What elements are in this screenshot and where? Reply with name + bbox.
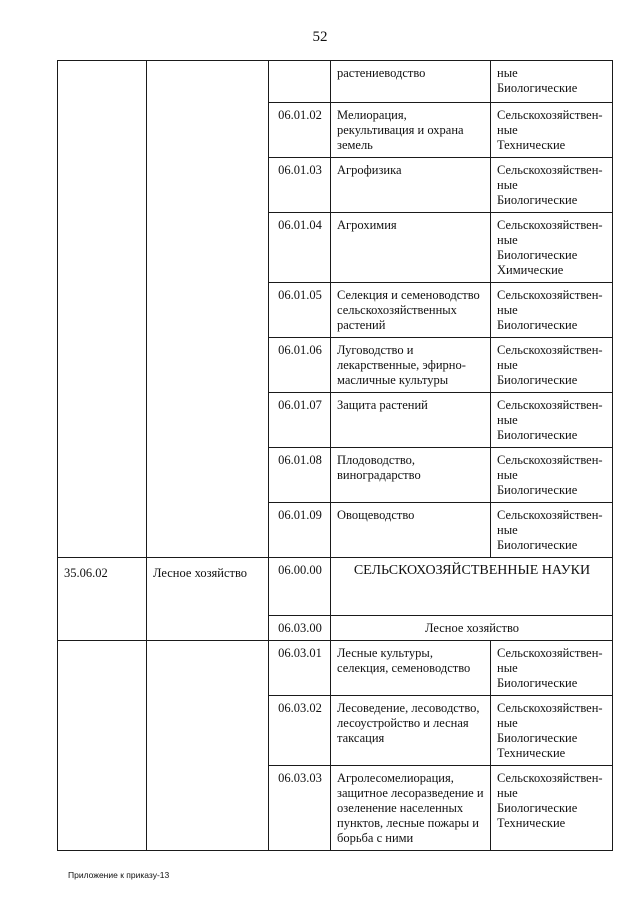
group-title: СЕЛЬСКОХОЗЯЙСТВЕННЫЕ НАУКИ: [353, 563, 591, 578]
code-cell: [269, 283, 331, 338]
section-row-group: [58, 558, 613, 616]
discipline-code: 06.01.04: [278, 218, 322, 232]
science-field-line: Сельскохозяйствен-: [497, 343, 603, 357]
code-cell: [269, 641, 331, 696]
page-number: 52: [312, 29, 328, 45]
group-code-cell: [269, 558, 331, 616]
code-cell: [269, 158, 331, 213]
science-field-line: ные: [497, 303, 518, 317]
discipline-code: 06.01.03: [278, 163, 322, 177]
code-cell: [269, 393, 331, 448]
discipline-name-line: Агрофизика: [337, 163, 402, 177]
discipline-code: 06.03.03: [278, 771, 322, 785]
science-field-line: Сельскохозяйствен-: [497, 288, 603, 302]
fields-cell: [491, 338, 613, 393]
discipline-name-line: виноградарство: [337, 468, 421, 482]
science-field-line: Сельскохозяйствен-: [497, 398, 603, 412]
discipline-code: 06.01.09: [278, 508, 322, 522]
science-field-line: Технические: [497, 746, 566, 760]
name-cell: [331, 158, 491, 213]
name-cell: [331, 448, 491, 503]
science-field-line: ные: [497, 358, 518, 372]
science-field-line: Биологические: [497, 318, 578, 332]
name-cell: [331, 338, 491, 393]
science-field-line: Биологические: [497, 193, 578, 207]
code-cell: [269, 338, 331, 393]
science-field-line: Биологические: [497, 81, 578, 95]
name-cell: [331, 766, 491, 851]
discipline-name-line: сельскохозяйственных: [337, 303, 457, 317]
discipline-name-line: Лесные культуры,: [337, 646, 433, 660]
table-row: [58, 61, 613, 103]
science-field-line: Сельскохозяйствен-: [497, 108, 603, 122]
fields-cell: [491, 696, 613, 766]
code-cell: [269, 61, 331, 103]
discipline-name-line: рекультивация и охрана: [337, 123, 464, 137]
science-field-line: Сельскохозяйствен-: [497, 163, 603, 177]
discipline-name-line: Мелиорация,: [337, 108, 407, 122]
discipline-name-line: защитное лесоразведение и: [337, 786, 484, 800]
discipline-name-line: растениеводство: [337, 66, 426, 80]
fields-cell: [491, 158, 613, 213]
discipline-code: 06.01.06: [278, 343, 322, 357]
group-code: 06.00.00: [278, 563, 322, 577]
science-field-line: ные: [497, 716, 518, 730]
footer-note: Приложение к приказу-13: [68, 870, 170, 880]
science-field-line: Биологические: [497, 676, 578, 690]
discipline-name-line: Овощеводство: [337, 508, 415, 522]
science-field-line: Химические: [497, 263, 564, 277]
science-field-line: Сельскохозяйствен-: [497, 218, 603, 232]
subgroup-title: Лесное хозяйство: [424, 621, 520, 635]
science-field-line: ные: [497, 233, 518, 247]
discipline-code: 06.03.02: [278, 701, 322, 715]
discipline-name-line: Защита растений: [337, 398, 428, 412]
subgroup-title-cell: [331, 616, 613, 641]
science-field-line: Сельскохозяйствен-: [497, 701, 603, 715]
discipline-name-line: озеленение населенных: [337, 801, 464, 815]
science-field-line: Сельскохозяйствен-: [497, 646, 603, 660]
name-cell: [331, 283, 491, 338]
science-field-line: Технические: [497, 138, 566, 152]
fields-cell: [491, 766, 613, 851]
name-cell: [331, 393, 491, 448]
science-field-line: Сельскохозяйствен-: [497, 508, 603, 522]
science-field-line: Биологические: [497, 373, 578, 387]
science-field-line: Сельскохозяйствен-: [497, 453, 603, 467]
discipline-name-line: селекция, семеноводство: [337, 661, 471, 675]
fields-cell: [491, 103, 613, 158]
spec-code-cell-empty: [58, 61, 147, 558]
science-field-line: Биологические: [497, 801, 578, 815]
name-cell: [331, 103, 491, 158]
science-field-line: ные: [497, 523, 518, 537]
science-field-line: Биологические: [497, 428, 578, 442]
fields-cell: [491, 641, 613, 696]
science-field-line: Биологические: [497, 483, 578, 497]
code-cell: [269, 103, 331, 158]
science-field-line: ные: [497, 123, 518, 137]
code-cell: [269, 696, 331, 766]
spec-code: 35.06.02: [64, 566, 108, 580]
spec-name-cell: [147, 558, 269, 641]
spec-code-cell: [58, 558, 147, 641]
subgroup-code: 06.03.00: [278, 621, 322, 635]
code-cell: [269, 766, 331, 851]
science-field-line: ные: [497, 661, 518, 675]
code-cell: [269, 213, 331, 283]
discipline-name-line: лекарственные, эфирно-: [337, 358, 466, 372]
name-cell: [331, 61, 491, 103]
science-field-line: ные: [497, 413, 518, 427]
discipline-name-line: земель: [337, 138, 373, 152]
discipline-name-line: борьба с ними: [337, 831, 414, 845]
discipline-name-line: пунктов, лесные пожары и: [337, 816, 479, 830]
fields-cell: [491, 503, 613, 558]
science-field-line: ные: [497, 468, 518, 482]
fields-cell: [491, 448, 613, 503]
discipline-code: 06.01.05: [278, 288, 322, 302]
name-cell: [331, 213, 491, 283]
science-field-line: Сельскохозяйствен-: [497, 771, 603, 785]
specialties-table: [57, 60, 613, 851]
discipline-name-line: Селекция и семеноводство: [337, 288, 480, 302]
discipline-name-line: Агрохимия: [337, 218, 397, 232]
left-name-cell-empty: [147, 641, 269, 851]
table-row: [58, 641, 613, 696]
discipline-code: 06.01.07: [278, 398, 322, 412]
name-cell: [331, 696, 491, 766]
science-field-line: ные: [497, 178, 518, 192]
science-field-line: Биологические: [497, 538, 578, 552]
name-cell: [331, 641, 491, 696]
science-field-line: ные: [497, 66, 518, 80]
fields-cell: [491, 283, 613, 338]
fields-cell: [491, 213, 613, 283]
code-cell: [269, 448, 331, 503]
discipline-name-line: лесоустройство и лесная: [337, 716, 469, 730]
discipline-name-line: Лесоведение, лесоводство,: [337, 701, 480, 715]
spec-name: Лесное хозяйство: [153, 566, 248, 580]
fields-cell: [491, 61, 613, 103]
discipline-name-line: Луговодство и: [337, 343, 414, 357]
discipline-code: 06.01.02: [278, 108, 322, 122]
science-field-line: ные: [497, 786, 518, 800]
discipline-code: 06.03.01: [278, 646, 322, 660]
discipline-name-line: масличные культуры: [337, 373, 449, 387]
science-field-line: Технические: [497, 816, 566, 830]
left-code-cell-empty: [58, 641, 147, 851]
discipline-name-line: растений: [337, 318, 386, 332]
discipline-name-line: таксация: [337, 731, 385, 745]
science-field-line: Биологические: [497, 248, 578, 262]
discipline-code: 06.01.08: [278, 453, 322, 467]
spec-name-cell-empty: [147, 61, 269, 558]
subgroup-code-cell: [269, 616, 331, 641]
discipline-name-line: Агролесомелиорация,: [337, 771, 454, 785]
discipline-name-line: Плодоводство,: [337, 453, 416, 467]
name-cell: [331, 503, 491, 558]
group-title-cell: [331, 558, 613, 616]
science-field-line: Биологические: [497, 731, 578, 745]
code-cell: [269, 503, 331, 558]
fields-cell: [491, 393, 613, 448]
